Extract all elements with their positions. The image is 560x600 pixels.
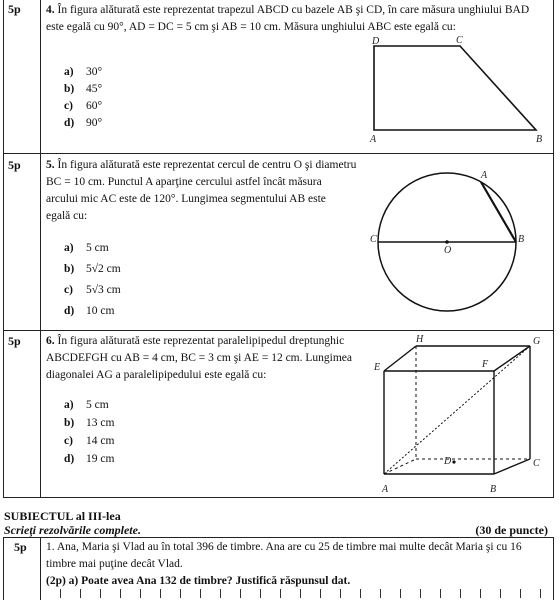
q5-line4: egală cu: <box>46 210 88 222</box>
s3-q1-line1: 1. Ana, Maria şi Vlad au în total 396 de timbre. Ana are cu 25 de timbre mai multe decât Maria şi cu 16 <box>46 541 522 553</box>
label-B: B <box>490 484 497 495</box>
q4-number: 4. <box>46 4 55 16</box>
q5-text <box>46 157 364 225</box>
q6-text <box>46 333 392 384</box>
s3-q1-points: 5p <box>14 540 27 554</box>
row-divider-q4-q5 <box>3 153 554 154</box>
label-C: C <box>456 35 463 46</box>
q6-option-c[interactable]: c) 14 cm <box>64 435 115 447</box>
label-O: O <box>444 245 452 256</box>
q4-option-c[interactable]: c) 60° <box>64 100 103 112</box>
label-C: C <box>533 458 540 469</box>
subject3-points-total: (30 de puncte) <box>475 523 548 537</box>
q4-option-a[interactable]: a) 30° <box>64 66 103 78</box>
q6-points: 5p <box>8 334 21 348</box>
left-border <box>3 0 4 497</box>
label-B: B <box>536 134 543 145</box>
q4-line1: În figura alăturată este reprezentat trapezul ABCD cu bazele AB şi CD, în care măsura unghiului BAD <box>57 4 530 16</box>
q6-option-a[interactable]: a) 5 cm <box>64 399 109 411</box>
q6-line3: diagonalei AG a paralelipipedului este egală cu: <box>46 369 267 381</box>
diagonal-AG <box>384 346 530 474</box>
q6-line2: ABCDEFGH cu AB = 4 cm, BC = 3 cm şi AE = 12 cm. Lungimea <box>46 352 352 364</box>
q4-text <box>46 2 552 36</box>
q4-line2: este egală cu 90°, AD = DC = 5 cm şi AB = 10 cm. Măsura unghiului ABC este egală cu: <box>46 21 456 33</box>
s3-points-border <box>40 537 41 600</box>
trapezoid-figure <box>360 34 550 150</box>
q5-line3: arcului mic AC este de 120°. Lungimea segmentului AB este <box>46 193 326 205</box>
trapezoid-shape <box>374 46 536 130</box>
q6-number: 6. <box>46 335 55 347</box>
subject3-instruction: Scrieţi rezolvările complete. <box>4 523 141 537</box>
label-A: A <box>481 170 488 181</box>
q6-line1: În figura alăturată este reprezentat paralelipipedul dreptunghic <box>57 335 345 347</box>
q5-option-c[interactable]: c) 5√3 cm <box>64 284 121 296</box>
label-F: F <box>482 359 489 370</box>
label-E: E <box>374 362 381 373</box>
q5-line1: În figura alăturată este reprezentat cercul de centru O şi diametru <box>57 159 357 171</box>
label-D: D <box>372 36 380 47</box>
subject3-heading: SUBIECTUL al III-lea <box>4 509 121 523</box>
s3-top-rule <box>3 537 554 538</box>
cuboid-figure <box>370 334 550 498</box>
label-G: G <box>533 336 541 347</box>
label-A: A <box>382 484 389 495</box>
center-point <box>445 240 449 244</box>
q4-option-b[interactable]: b) 45° <box>64 83 103 95</box>
segment-AB <box>481 182 516 242</box>
s3-q1-line3: (2p) a) Poate avea Ana 132 de timbre? Justifică răspunsul dat. <box>46 575 351 587</box>
row-divider-q5-q6 <box>3 330 554 331</box>
q6-option-d[interactable]: d) 19 cm <box>64 453 115 465</box>
circle-figure <box>370 165 540 325</box>
label-D: D <box>444 456 452 467</box>
q5-option-b[interactable]: b) 5√2 cm <box>64 263 121 275</box>
q5-line2: BC = 10 cm. Punctul A aparţine cercului astfel încât măsura <box>46 176 322 188</box>
label-H: H <box>416 334 424 345</box>
q5-number: 5. <box>46 159 55 171</box>
points-column-border <box>40 0 41 497</box>
label-C: C <box>370 234 377 245</box>
s3-left-border <box>3 537 4 600</box>
s3-q1-line2: timbre mai puţine decât Vlad. <box>46 558 183 570</box>
label-B: B <box>518 234 525 245</box>
q5-points: 5p <box>8 158 21 172</box>
q4-points: 5p <box>8 2 21 16</box>
s3-right-border <box>553 537 554 600</box>
q4-option-d[interactable]: d) 90° <box>64 117 103 129</box>
label-A: A <box>370 134 377 145</box>
q5-option-d[interactable]: d) 10 cm <box>64 305 115 317</box>
q5-option-a[interactable]: a) 5 cm <box>64 242 109 254</box>
right-border <box>553 0 554 497</box>
s3-q1-text <box>46 539 552 590</box>
q6-option-b[interactable]: b) 13 cm <box>64 417 115 429</box>
